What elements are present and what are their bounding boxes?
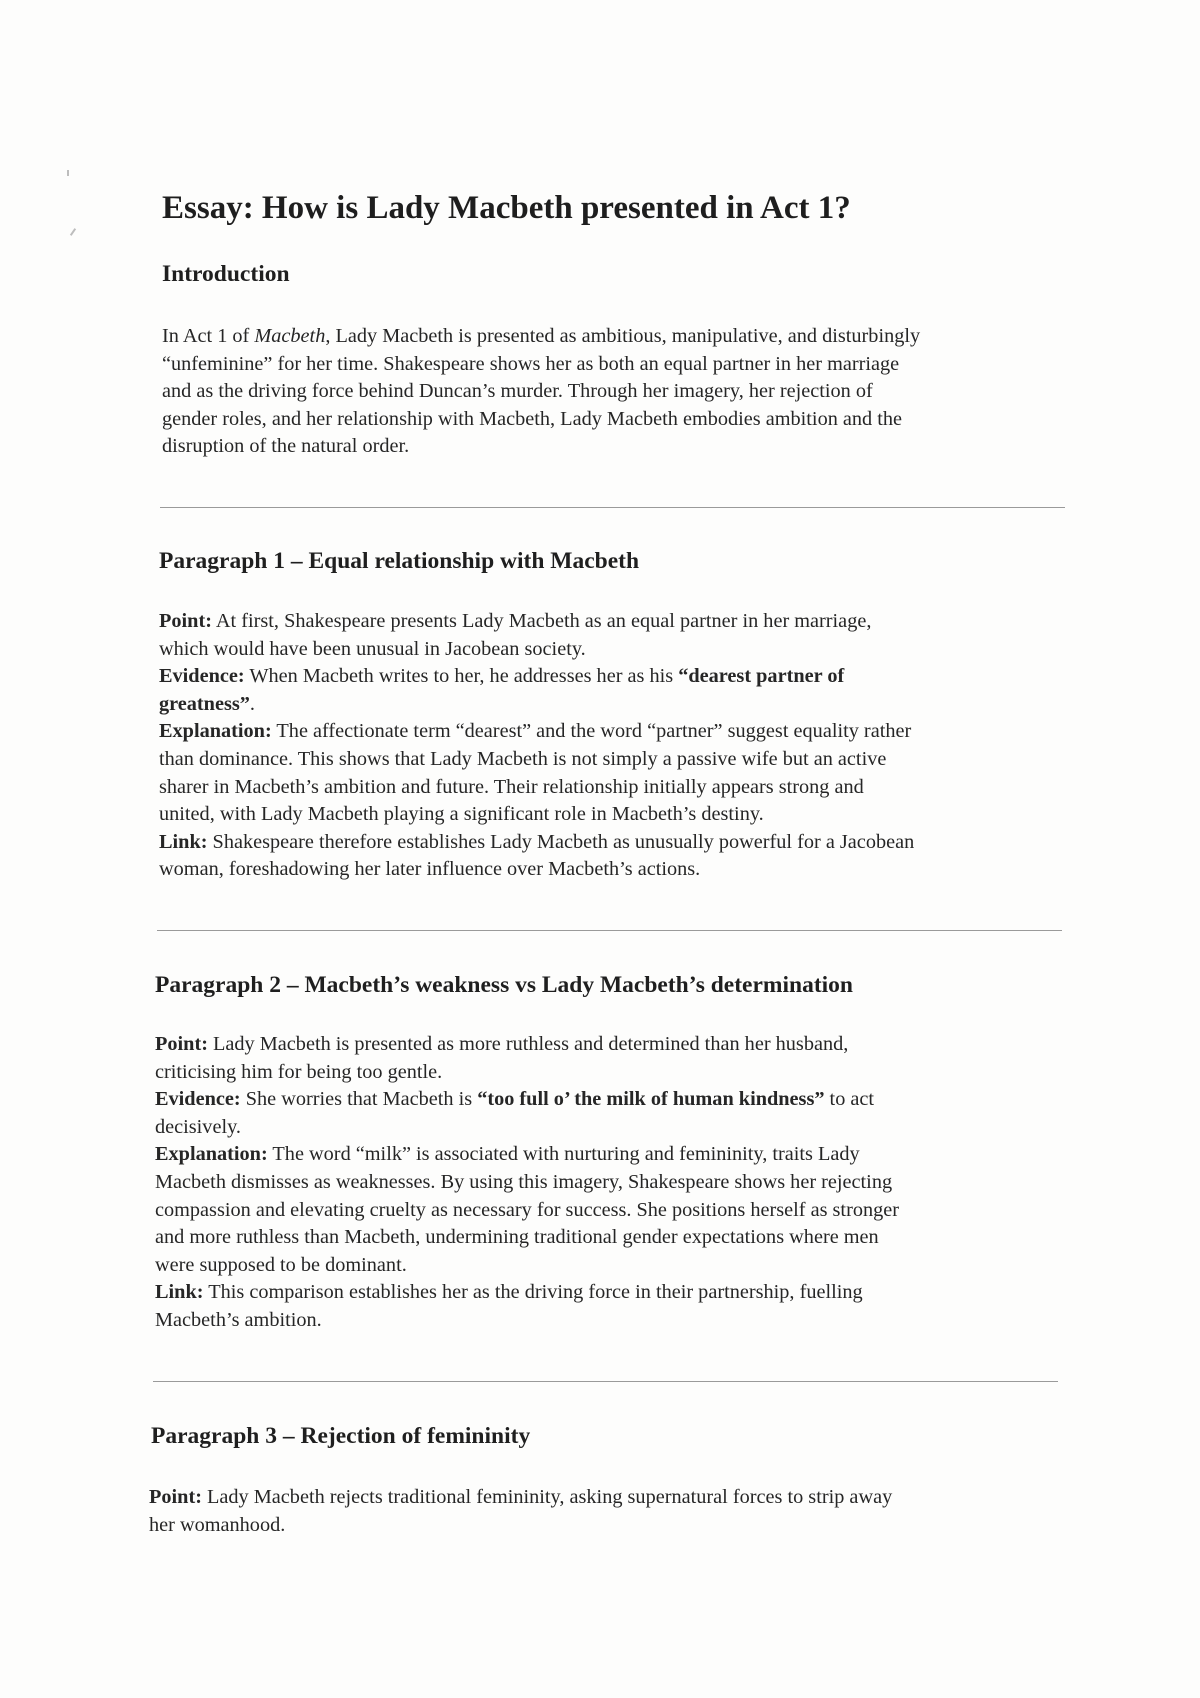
point-text: Lady Macbeth rejects traditional femininity, asking supernatural forces to strip away — [201, 1486, 893, 1508]
paragraph1-heading: Paragraph 1 – Equal relationship with Macbeth — [159, 548, 640, 574]
explanation-line: compassion and elevating cruelty as necessary for success. She positions herself as stronger — [155, 1198, 899, 1221]
evidence-line — [155, 1086, 899, 1114]
scan-speck — [70, 228, 76, 236]
scan-speck — [67, 170, 69, 176]
paragraph2-body — [155, 1031, 899, 1335]
explanation-line: were supposed to be dominant. — [155, 1253, 407, 1276]
explanation-label: Explanation: — [159, 720, 272, 743]
explanation-text: The word “milk” is associated with nurturing and femininity, traits Lady — [267, 1143, 860, 1166]
paragraph3-heading: Paragraph 3 – Rejection of femininity — [151, 1423, 531, 1449]
evidence-end: . — [249, 692, 255, 715]
explanation-line: than dominance. This shows that Lady Macbeth is not simply a passive wife but an active — [159, 747, 887, 770]
intro-line-start: In Act 1 of — [162, 325, 255, 347]
explanation-line — [159, 718, 914, 746]
evidence-quote: “too full o’ the milk of human kindness” — [477, 1088, 825, 1111]
point-line: her womanhood. — [149, 1513, 286, 1536]
explanation-label: Explanation: — [155, 1143, 268, 1166]
intro-line: disruption of the natural order. — [162, 435, 410, 458]
link-line: Macbeth’s ambition. — [155, 1308, 322, 1331]
evidence-quote: “dearest partner of — [678, 665, 845, 688]
intro-line-end: , Lady Macbeth is presented as ambitious, manipulative, and disturbingly — [325, 325, 921, 347]
explanation-line: united, with Lady Macbeth playing a significant role in Macbeth’s destiny. — [159, 803, 764, 826]
evidence-after: to act — [824, 1088, 875, 1111]
point-text: Lady Macbeth is presented as more ruthless and determined than her husband, — [207, 1033, 849, 1055]
point-line — [149, 1484, 892, 1512]
evidence-text: When Macbeth writes to her, he addresses her as his — [244, 665, 679, 688]
point-label: Point: — [149, 1486, 202, 1508]
link-text: Shakespeare therefore establishes Lady Macbeth as unusually powerful for a Jacobean — [207, 830, 915, 853]
introduction-heading: Introduction — [162, 261, 290, 287]
evidence-quote: greatness” — [159, 692, 250, 715]
link-line — [159, 829, 914, 857]
link-line — [155, 1279, 899, 1307]
link-text: This comparison establishes her as the driving force in their partnership, fuelling — [203, 1281, 863, 1304]
link-label: Link: — [159, 830, 208, 853]
explanation-line: Macbeth dismisses as weaknesses. By using this imagery, Shakespeare shows her rejecting — [155, 1170, 893, 1193]
evidence-label: Evidence: — [159, 665, 245, 688]
point-label: Point: — [159, 610, 212, 632]
essay-title: Essay: How is Lady Macbeth presented in Act 1? — [162, 190, 851, 226]
point-line: which would have been unusual in Jacobean society. — [159, 637, 586, 660]
evidence-text: She worries that Macbeth is — [240, 1088, 478, 1111]
link-label: Link: — [155, 1281, 204, 1304]
intro-line: gender roles, and her relationship with Macbeth, Lady Macbeth embodies ambition and the — [162, 407, 903, 430]
point-text: At first, Shakespeare presents Lady Macbeth as an equal partner in her marriage, — [211, 610, 872, 632]
explanation-line: sharer in Macbeth’s ambition and future. Their relationship initially appears strong and — [159, 775, 864, 798]
intro-line: and as the driving force behind Duncan’s murder. Through her imagery, her rejection of — [162, 380, 873, 403]
point-line: criticising him for being too gentle. — [155, 1060, 443, 1083]
evidence-line — [159, 691, 914, 719]
evidence-line — [159, 663, 914, 691]
link-line: woman, foreshadowing her later influence over Macbeth’s actions. — [159, 858, 701, 881]
evidence-line: decisively. — [155, 1115, 241, 1138]
explanation-line: and more ruthless than Macbeth, undermining traditional gender expectations where men — [155, 1226, 879, 1249]
section-divider — [157, 930, 1062, 931]
paragraph1-body — [159, 608, 914, 884]
explanation-text: The affectionate term “dearest” and the word “partner” suggest equality rather — [271, 720, 912, 743]
point-label: Point: — [155, 1033, 208, 1055]
point-line — [155, 1031, 899, 1059]
evidence-label: Evidence: — [155, 1088, 241, 1111]
intro-line — [162, 323, 920, 351]
explanation-line — [155, 1141, 899, 1169]
paragraph2-heading: Paragraph 2 – Macbeth’s weakness vs Lady Macbeth’s determination — [155, 972, 854, 998]
introduction-text — [162, 323, 920, 461]
intro-line: “unfeminine” for her time. Shakespeare shows her as both an equal partner in her marriage — [162, 352, 900, 375]
section-divider — [160, 507, 1065, 508]
section-divider — [153, 1381, 1058, 1382]
paragraph3-body — [149, 1484, 892, 1539]
point-line — [159, 608, 914, 636]
play-title: Macbeth — [254, 325, 326, 347]
